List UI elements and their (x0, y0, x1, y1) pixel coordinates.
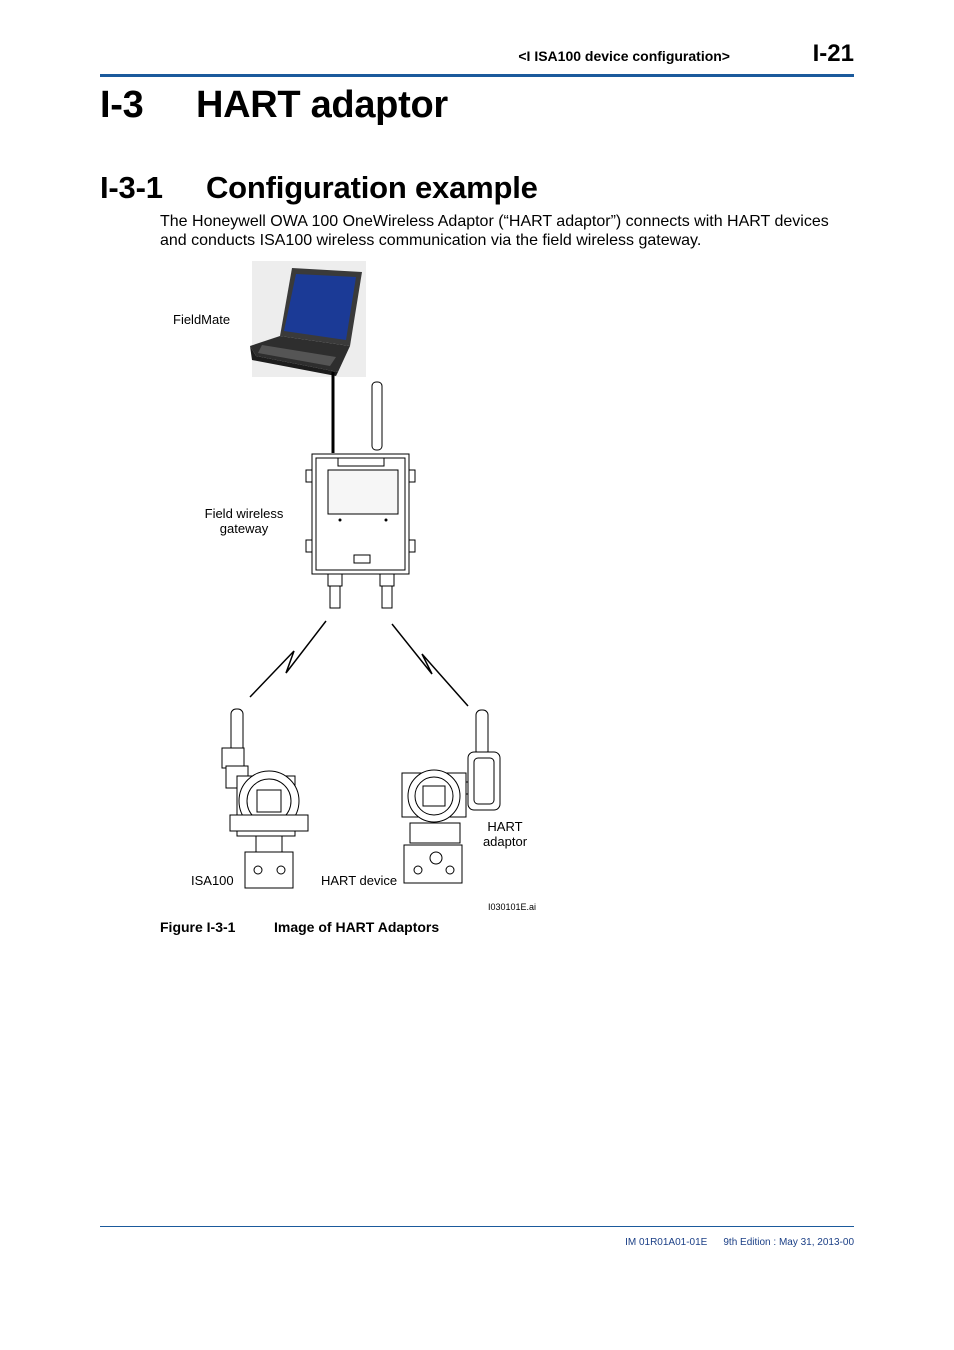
hart-adaptor-icon (468, 710, 500, 810)
figure-caption-title: Image of HART Adaptors (274, 919, 440, 935)
section-title: HART adaptor (196, 84, 448, 126)
footer-rule (100, 1226, 854, 1227)
body-line-2: and conducts ISA100 wireless communication via the field wireless gateway. (160, 232, 702, 249)
label-hart-device: HART device (321, 873, 398, 888)
footer-edition: 9th Edition : May 31, 2013-00 (723, 1237, 854, 1248)
subsection-title: Configuration example (206, 170, 538, 205)
subsection-number: I-3-1 (100, 170, 163, 205)
label-gateway (194, 506, 294, 536)
figure-caption-number: Figure I-3-1 (160, 919, 236, 935)
label-gateway-line-2: gateway (219, 521, 269, 536)
footer-doc-id: IM 01R01A01-01E (625, 1237, 708, 1248)
isa100-device-icon (222, 709, 308, 888)
label-hart-adaptor (475, 819, 535, 849)
label-hart-adaptor-line-2: adaptor (482, 834, 528, 849)
page-number: I-21 (812, 40, 854, 67)
gateway-icon (306, 382, 415, 608)
wireless-signal-icon-2 (392, 624, 468, 706)
label-gateway-line-1: Field wireless (204, 506, 284, 521)
section-number: I-3 (100, 84, 144, 126)
figure-file-id: I030101E.ai (488, 902, 537, 912)
label-fieldmate: FieldMate (173, 312, 231, 327)
wireless-signal-icon (250, 621, 326, 697)
hart-device-icon (402, 770, 474, 883)
laptop-icon (250, 261, 366, 377)
label-hart-adaptor-line-1: HART (487, 819, 523, 834)
page-footer (560, 1237, 854, 1248)
label-isa100: ISA100 (191, 873, 234, 888)
body-line-1: The Honeywell OWA 100 OneWireless Adaptor (“HART adaptor”) connects with HART devices (160, 213, 829, 230)
figure-caption (160, 919, 439, 935)
running-header: <I ISA100 device configuration> (518, 48, 730, 64)
